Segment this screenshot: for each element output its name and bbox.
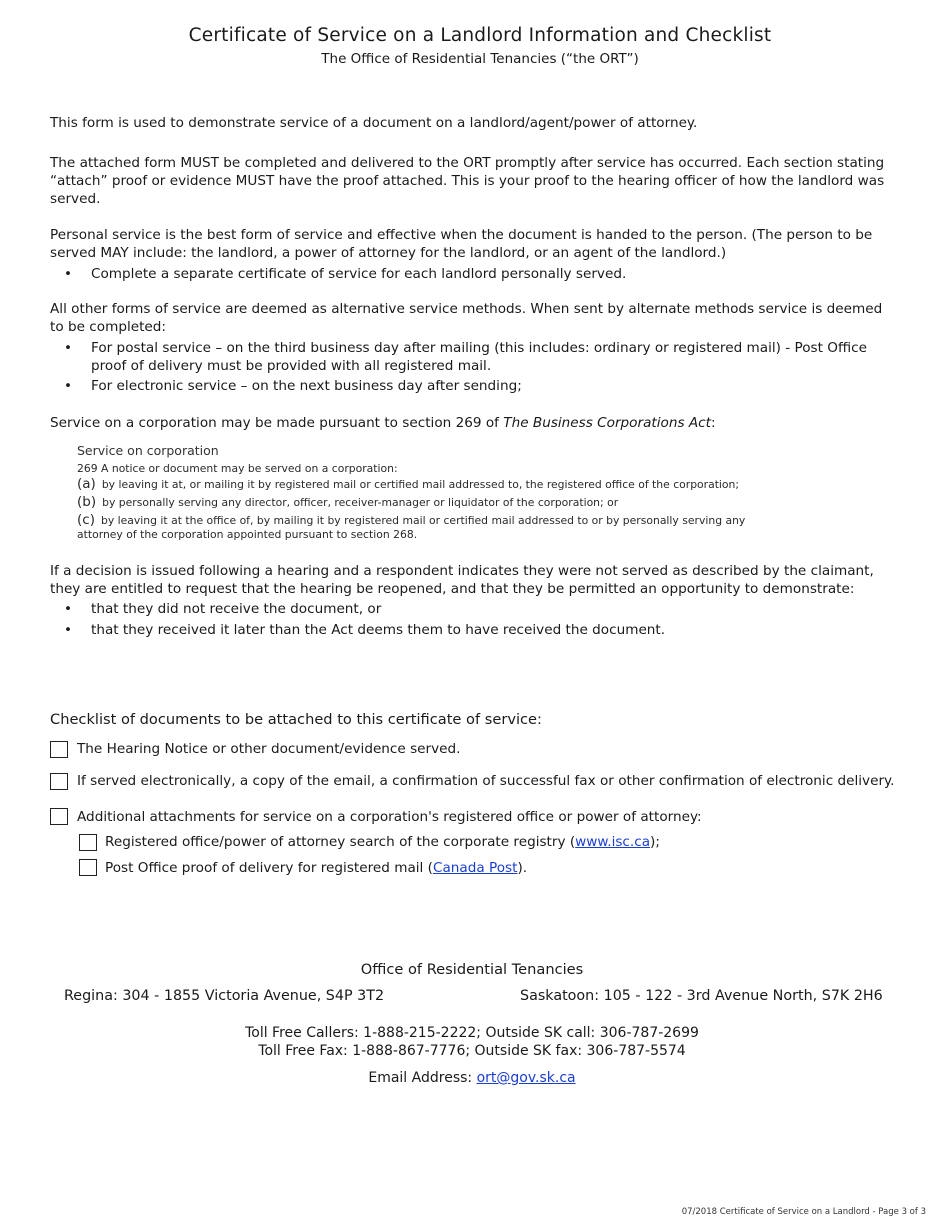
corporation-lead-end: : bbox=[710, 415, 716, 431]
document-subtitle: The Office of Residential Tenancies (“the ORT”) bbox=[321, 51, 639, 67]
document-title: Certificate of Service on a Landlord Information and Checklist bbox=[188, 25, 772, 46]
statute-item-label: (a) bbox=[77, 476, 96, 492]
checkbox-hearing-notice[interactable] bbox=[50, 741, 68, 758]
intro-paragraph: This form is used to demonstrate service of a document on a landlord/agent/power of attorney. bbox=[50, 115, 698, 131]
checklist-subitem-text: Registered office/power of attorney search of the corporate registry ( bbox=[105, 834, 576, 850]
statute-item-text: by personally serving any director, officer, receiver-manager or liquidator of the corporation; or bbox=[102, 496, 619, 509]
alternative-service-paragraph: All other forms of service are deemed as alternative service methods. When sent by alternate methods service is deemed to be completed: bbox=[50, 301, 883, 335]
statute-item bbox=[77, 477, 777, 492]
bullet-icon: • bbox=[64, 266, 73, 282]
list-item-text: For postal service – on the third business day after mailing (this includes: ordinary or registered mail) - Post Office proof of delivery must be provided with all registered mail. bbox=[91, 340, 867, 374]
phone-line: Toll Free Callers: 1-888-215-2222; Outside SK call: 306-787-2699 bbox=[245, 1025, 699, 1041]
statute-item-text: by leaving it at, or mailing it by registered mail or certified mail addressed to, the registered office of the corporation; bbox=[101, 478, 740, 491]
email-link[interactable]: ort@gov.sk.ca bbox=[476, 1070, 576, 1086]
statute-item bbox=[77, 495, 777, 510]
personal-service-paragraph: Personal service is the best form of service and effective when the document is handed to the person. (The person to be served MAY include: the landlord, a power of attorney for the landlord, or an agent of the landlord.) bbox=[50, 227, 873, 261]
bullet-icon: • bbox=[64, 601, 73, 617]
list-item bbox=[64, 600, 904, 618]
canada-post-link[interactable]: Canada Post bbox=[432, 860, 518, 876]
list-item-text: that they did not receive the document, or bbox=[91, 601, 382, 617]
checklist-heading: Checklist of documents to be attached to this certificate of service: bbox=[50, 711, 542, 728]
corporation-lead: Service on a corporation may be made pursuant to section 269 of bbox=[50, 415, 504, 431]
statute-heading: Service on corporation bbox=[77, 443, 219, 458]
checklist-item-label: Additional attachments for service on a corporation's registered office or power of attorney: bbox=[77, 809, 702, 825]
list-item bbox=[64, 265, 904, 283]
checkbox-electronic-copy[interactable] bbox=[50, 773, 68, 790]
checkbox-additional-attachments[interactable] bbox=[50, 808, 68, 825]
list-item-text: Complete a separate certificate of service for each landlord personally served. bbox=[91, 266, 627, 282]
regina-address: Regina: 304 - 1855 Victoria Avenue, S4P 3T2 bbox=[64, 988, 385, 1004]
office-name: Office of Residential Tenancies bbox=[360, 961, 584, 978]
checkbox-registry-search[interactable] bbox=[79, 834, 97, 851]
statute-item-text: by leaving it at the office of, by mailing it by registered mail or certified mail addressed to or by personally serving any attorney of the corporation appointed pursuant to section 268. bbox=[77, 514, 746, 541]
act-title: The Business Corporations Act bbox=[503, 415, 711, 431]
email-label: Email Address: bbox=[368, 1070, 477, 1086]
checklist-subitem bbox=[105, 859, 527, 877]
checklist-item-label: If served electronically, a copy of the email, a confirmation of successful fax or other confirmation of electronic delivery. bbox=[77, 773, 895, 789]
checklist-subitem-text: ). bbox=[517, 860, 528, 876]
checklist-subitem bbox=[105, 833, 660, 851]
list-item bbox=[64, 339, 904, 375]
statute-intro: 269 A notice or document may be served on a corporation: bbox=[77, 462, 398, 475]
list-item bbox=[64, 377, 904, 395]
page-footer-note: 07/2018 Certificate of Service on a Landlord - Page 3 of 3 bbox=[681, 1207, 926, 1217]
fax-line: Toll Free Fax: 1-888-867-7776; Outside SK fax: 306-787-5574 bbox=[258, 1043, 686, 1059]
list-item-text: that they received it later than the Act deems them to have received the document. bbox=[91, 622, 666, 638]
statute-item-label: (c) bbox=[77, 512, 95, 528]
checklist-item-label: The Hearing Notice or other document/evidence served. bbox=[77, 741, 461, 757]
bullet-icon: • bbox=[64, 378, 73, 394]
checklist-subitem-text: Post Office proof of delivery for registered mail ( bbox=[105, 860, 433, 876]
list-item bbox=[64, 621, 904, 639]
attached-paragraph: The attached form MUST be completed and delivered to the ORT promptly after service has occurred. Each section stating “attach” proof or evidence MUST have the proof attached. This is your proof to the hearing officer of how the landlord was served. bbox=[50, 155, 885, 207]
corporation-paragraph bbox=[50, 414, 900, 432]
statute-item-label: (b) bbox=[77, 494, 97, 510]
checkbox-post-office-proof[interactable] bbox=[79, 859, 97, 876]
list-item-text: For electronic service – on the next business day after sending; bbox=[91, 378, 522, 394]
saskatoon-address: Saskatoon: 105 - 122 - 3rd Avenue North, S7K 2H6 bbox=[520, 988, 883, 1004]
statute-item bbox=[77, 513, 777, 542]
bullet-icon: • bbox=[64, 340, 73, 356]
decision-paragraph: If a decision is issued following a hearing and a respondent indicates they were not served as described by the claimant, they are entitled to request that the hearing be reopened, and that they be permitted an opportunity to demonstrate: bbox=[50, 563, 874, 597]
checklist-subitem-text: ); bbox=[650, 834, 660, 850]
isc-link[interactable]: www.isc.ca bbox=[575, 834, 651, 850]
email-line bbox=[0, 1069, 944, 1087]
bullet-icon: • bbox=[64, 622, 73, 638]
